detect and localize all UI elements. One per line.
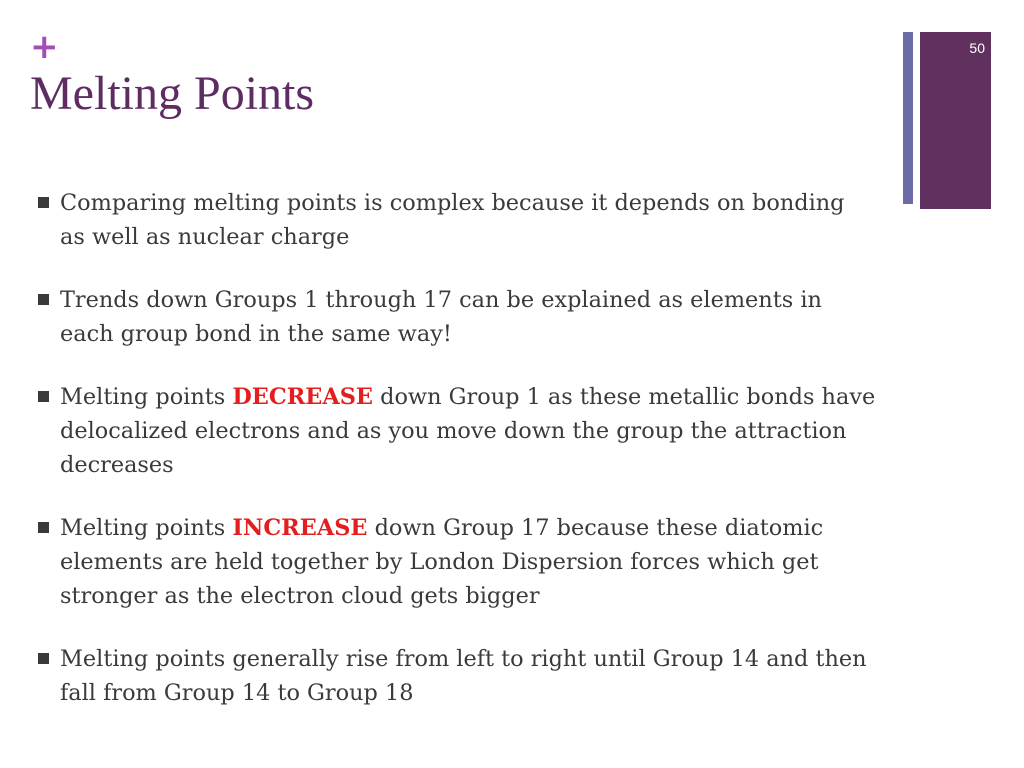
square-bullet-icon [38, 197, 49, 208]
bullet-line: Melting points generally rise from left to right until Group 14 and then [60, 646, 867, 672]
bullet-line: as well as nuclear charge [60, 224, 350, 250]
bullet-line: decreases [60, 452, 174, 478]
emphasis-text: DECREASE [232, 384, 373, 410]
bullet-list [36, 186, 996, 739]
accent-bar-thin [903, 32, 913, 204]
bullet-line: stronger as the electron cloud gets bigger [60, 583, 540, 609]
square-bullet-icon [38, 391, 49, 402]
plus-icon: + [30, 27, 59, 67]
slide-title: Melting Points [30, 67, 315, 120]
bullet-line: elements are held together by London Dispersion forces which get [60, 549, 819, 575]
slide-number: 50 [969, 40, 985, 56]
bullet-text: Melting points [60, 515, 226, 541]
bullet-line: delocalized electrons and as you move down the group the attraction [60, 418, 847, 444]
bullet-line [60, 380, 996, 414]
bullet-item [36, 283, 996, 351]
bullet-text: down Group 1 as these metallic bonds have [380, 384, 876, 410]
bullet-item [36, 186, 996, 254]
square-bullet-icon [38, 653, 49, 664]
bullet-line: each group bond in the same way! [60, 321, 452, 347]
bullet-line: fall from Group 14 to Group 18 [60, 680, 414, 706]
square-bullet-icon [38, 294, 49, 305]
bullet-text: down Group 17 because these diatomic [374, 515, 824, 541]
bullet-line [60, 511, 996, 545]
bullet-text: Melting points [60, 384, 226, 410]
bullet-item [36, 380, 996, 482]
emphasis-text: INCREASE [232, 515, 368, 541]
bullet-line: Comparing melting points is complex because it depends on bonding [60, 190, 845, 216]
square-bullet-icon [38, 522, 49, 533]
accent-bar-thick [920, 32, 991, 209]
bullet-line: Trends down Groups 1 through 17 can be explained as elements in [60, 287, 822, 313]
bullet-item [36, 642, 996, 710]
bullet-item [36, 511, 996, 613]
